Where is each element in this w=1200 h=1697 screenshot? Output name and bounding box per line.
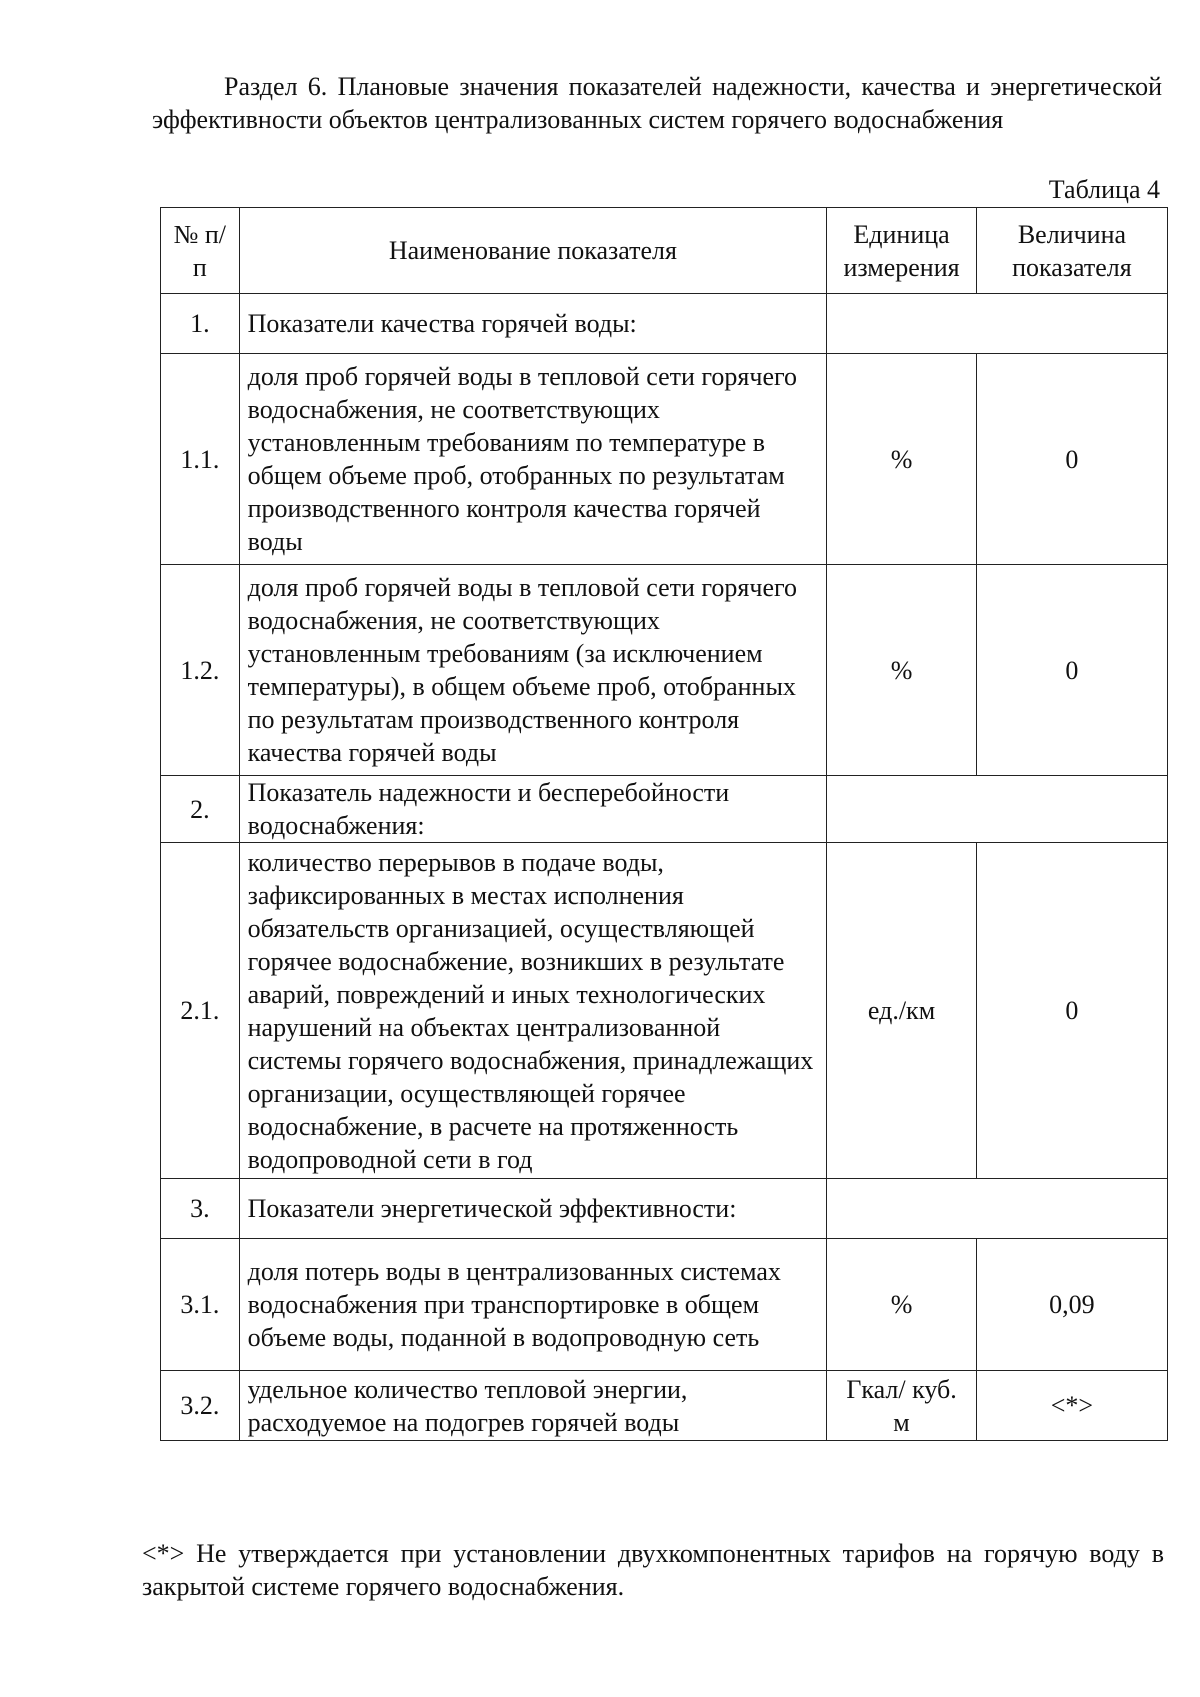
- section-heading: Раздел 6. Плановые значения показателей надежности, качества и энергетической эффективности объектов централизованных систем горячего водоснабжения: [152, 72, 1162, 134]
- row-empty-cell: [827, 1179, 1168, 1239]
- header-name: Наименование показателя: [239, 208, 827, 294]
- row-value: 0: [976, 354, 1167, 565]
- row-value: 0: [976, 843, 1167, 1179]
- table-row: [161, 354, 1168, 565]
- table-caption: Таблица 4: [1048, 175, 1160, 204]
- row-num: 1.1.: [161, 354, 240, 565]
- row-value: 0,09: [976, 1239, 1167, 1371]
- table-row-group: [161, 776, 1168, 843]
- row-num: 1.2.: [161, 565, 240, 776]
- header-num: № п/п: [161, 208, 240, 294]
- row-num: 2.: [161, 776, 240, 843]
- row-unit: Гкал/ куб. м: [827, 1371, 977, 1441]
- row-name: доля потерь воды в централизованных системах водоснабжения при транспортировке в общем объеме воды, поданной в водопроводную сеть: [239, 1239, 827, 1371]
- row-num: 1.: [161, 294, 240, 354]
- row-num: 3.2.: [161, 1371, 240, 1441]
- row-name: количество перерывов в подаче воды, зафиксированных в местах исполнения обязательств организацией, осуществляющей горячее водоснабжение, возникших в результате аварий, повреждений и иных технологических нарушений на объектах централизованной системы горячего водоснабжения, принадлежащих организации, осуществляющей горячее водоснабжение, в расчете на протяженность водопроводной сети в год: [239, 843, 827, 1179]
- row-unit: %: [827, 565, 977, 776]
- indicators-table: [160, 207, 1168, 1441]
- table-row-group: [161, 294, 1168, 354]
- row-unit: ед./км: [827, 843, 977, 1179]
- row-empty-cell: [827, 776, 1168, 843]
- table-row: [161, 1371, 1168, 1441]
- row-unit: %: [827, 354, 977, 565]
- table-row: [161, 843, 1168, 1179]
- row-value: <*>: [976, 1371, 1167, 1441]
- row-name: доля проб горячей воды в тепловой сети горячего водоснабжения, не соответствующих установленным требованиям (за исключением температуры), в общем объеме проб, отобранных по результатам производственного контроля качества горячей воды: [239, 565, 827, 776]
- row-empty-cell: [827, 294, 1168, 354]
- footnote: <*> Не утверждается при установлении двухкомпонентных тарифов на горячую воду в закрытой системе горячего водоснабжения.: [142, 1539, 1164, 1601]
- table-header-row: [161, 208, 1168, 294]
- row-num: 3.: [161, 1179, 240, 1239]
- row-name: Показатели энергетической эффективности:: [239, 1179, 827, 1239]
- row-value: 0: [976, 565, 1167, 776]
- row-name: Показатели качества горячей воды:: [239, 294, 827, 354]
- row-num: 3.1.: [161, 1239, 240, 1371]
- row-name: Показатель надежности и бесперебойности водоснабжения:: [239, 776, 827, 843]
- header-value: Величина показателя: [976, 208, 1167, 294]
- table-row: [161, 1239, 1168, 1371]
- table-row: [161, 565, 1168, 776]
- row-name: удельное количество тепловой энергии, расходуемое на подогрев горячей воды: [239, 1371, 827, 1441]
- table-row-group: [161, 1179, 1168, 1239]
- header-unit: Единица измерения: [827, 208, 977, 294]
- row-unit: %: [827, 1239, 977, 1371]
- row-name: доля проб горячей воды в тепловой сети горячего водоснабжения, не соответствующих установленным требованиям по температуре в общем объеме проб, отобранных по результатам производственного контроля качества горячей воды: [239, 354, 827, 565]
- row-num: 2.1.: [161, 843, 240, 1179]
